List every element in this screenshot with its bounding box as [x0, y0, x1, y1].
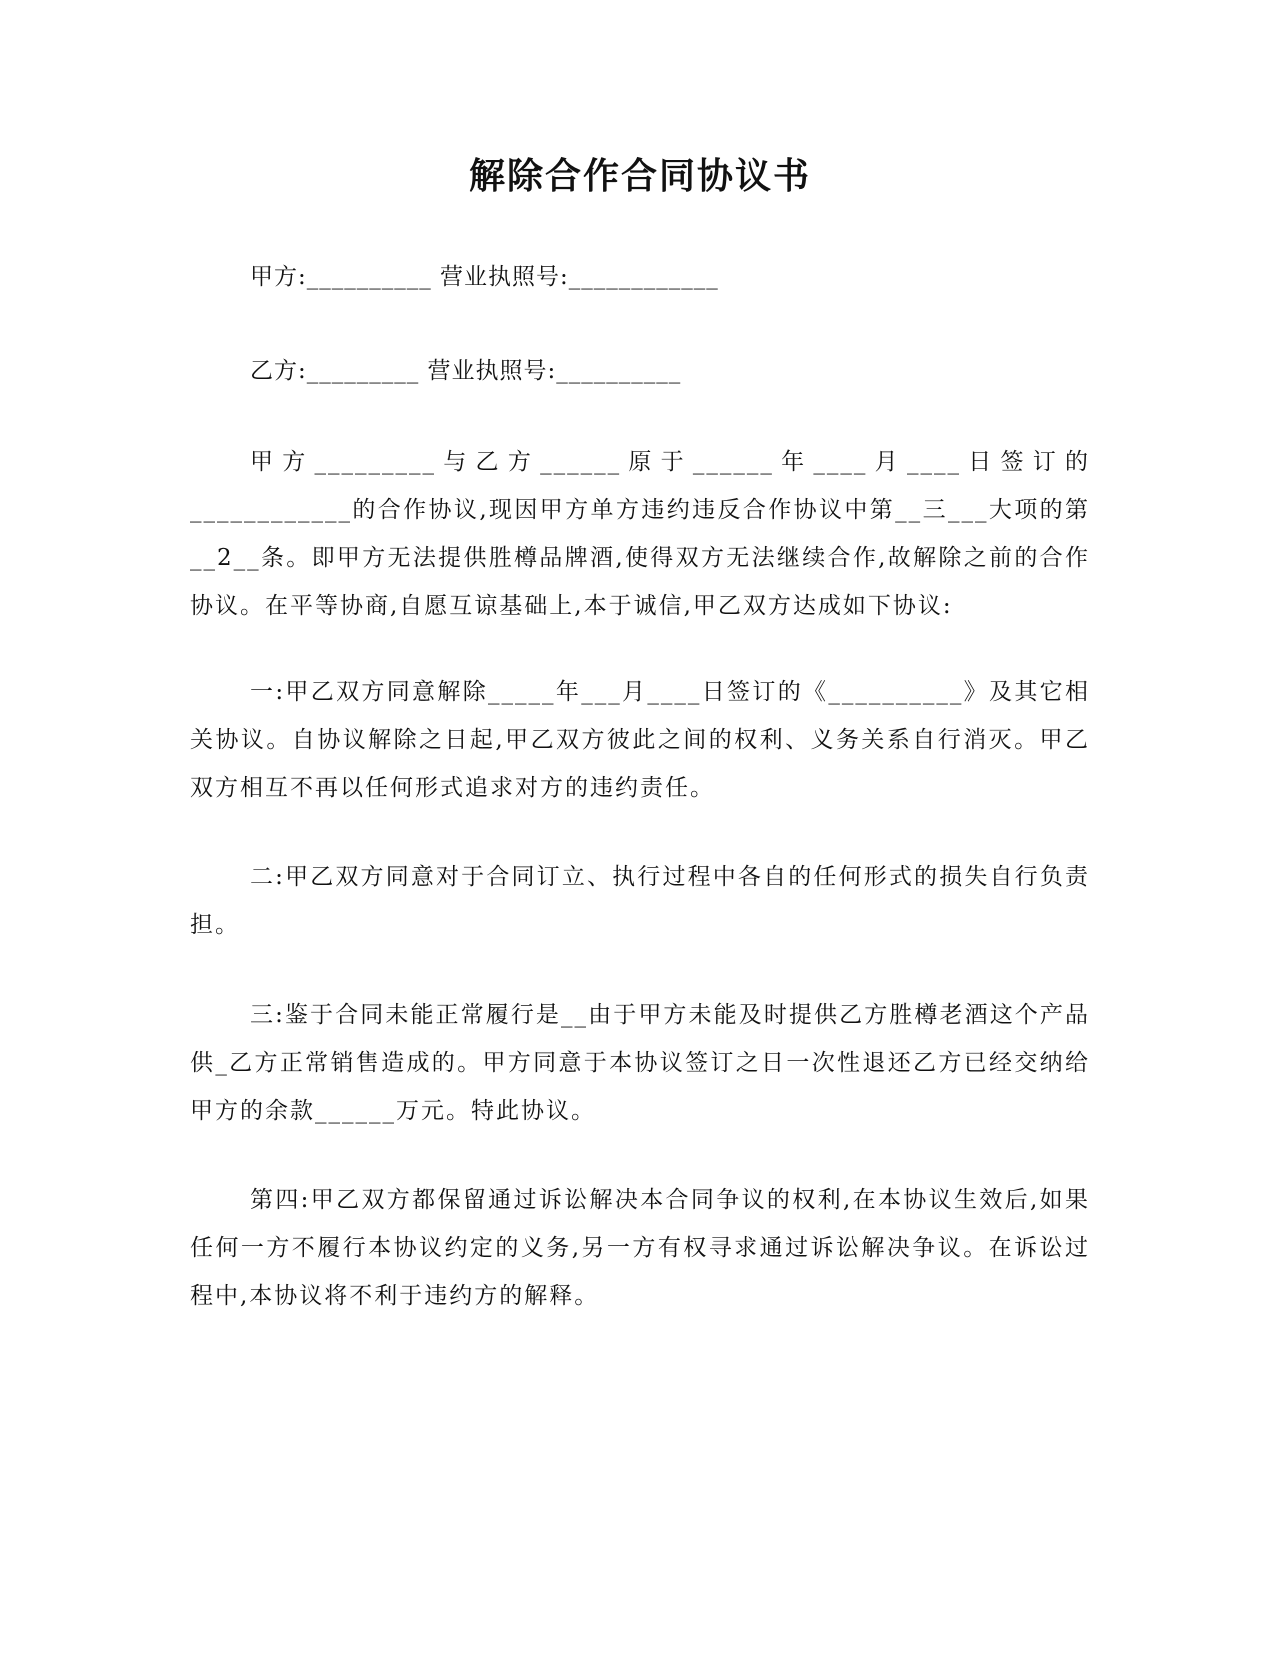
clause-two-paragraph: 二:甲乙双方同意对于合同订立、执行过程中各自的任何形式的损失自行负责担。 [190, 864, 1090, 938]
intro-paragraph: 甲方_________与乙方______原于______年____月____日签订的____________的合作协议,现因甲方单方违约违反合作协议中第__三___大项的第__2__条。即甲方无法提供胜樽品牌酒,使得双方无法继续合作,故解除之前的合作协议。在平等协商,自愿互谅基础上,本于诚信,甲乙双方达成如下协议: [190, 449, 1090, 619]
clause-four-paragraph: 第四:甲乙双方都保留通过诉讼解决本合同争议的权利,在本协议生效后,如果任何一方不履行本协议约定的义务,另一方有权寻求通过诉讼解决争议。在诉讼过程中,本协议将不利于违约方的解释。 [190, 1187, 1090, 1309]
party-a-line: 甲方:__________ 营业执照号:____________ [250, 264, 719, 290]
party-b-line: 乙方:_________ 营业执照号:__________ [250, 358, 682, 384]
document-title: 解除合作合同协议书 [468, 155, 811, 197]
clause-three-paragraph: 三:鉴于合同未能正常履行是__由于甲方未能及时提供乙方胜樽老酒这个产品供_乙方正常销售造成的。甲方同意于本协议签订之日一次性退还乙方已经交纳给甲方的余款______万元。特此协议。 [190, 1002, 1090, 1124]
clause-one-paragraph: 一:甲乙双方同意解除_____年___月____日签订的《__________》及其它相关协议。自协议解除之日起,甲乙双方彼此之间的权利、义务关系自行消灭。甲乙双方相互不再以任何形式追求对方的违约责任。 [190, 679, 1090, 801]
